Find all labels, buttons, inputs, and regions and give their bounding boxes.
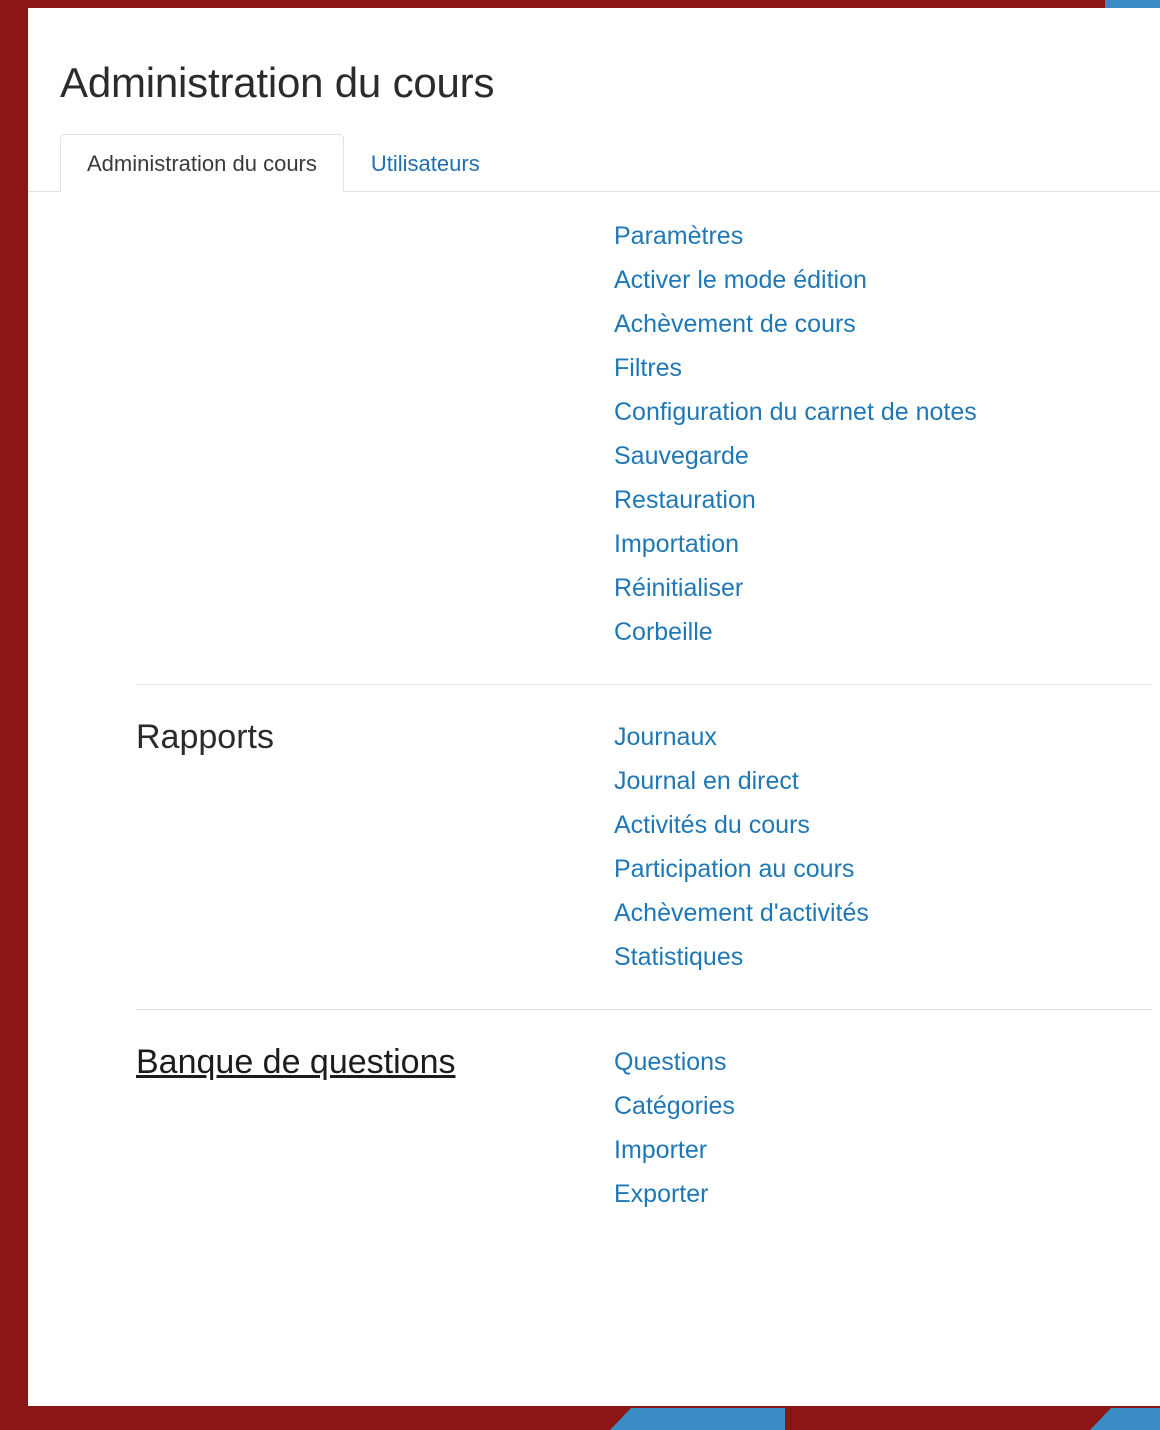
section-heading [136, 214, 614, 216]
tab-users[interactable]: Utilisateurs [370, 151, 480, 177]
admin-link[interactable]: Exporter [614, 1179, 709, 1208]
admin-link[interactable]: Importer [614, 1135, 708, 1164]
administration-sections [28, 192, 1160, 1246]
admin-link[interactable]: Achèvement de cours [614, 309, 856, 338]
admin-link[interactable]: Réinitialiser [614, 573, 744, 602]
decorative-accent-bottom-right [1090, 1408, 1160, 1430]
tab-course-administration[interactable]: Administration du cours [60, 134, 344, 192]
section-link-list [614, 715, 1152, 979]
section-link-list [614, 214, 1152, 654]
decorative-accent-bottom-left [0, 1408, 610, 1430]
admin-link[interactable]: Questions [614, 1047, 727, 1076]
section-heading: Rapports [136, 717, 274, 756]
admin-link[interactable]: Achèvement d'activités [614, 898, 869, 927]
admin-link[interactable]: Journaux [614, 722, 717, 751]
admin-link[interactable]: Importation [614, 529, 740, 558]
page-title: Administration du cours [60, 59, 495, 106]
admin-link[interactable]: Sauvegarde [614, 441, 749, 470]
admin-link[interactable]: Statistiques [614, 942, 744, 971]
section-link-list [614, 1040, 1152, 1216]
admin-link[interactable]: Activer le mode édition [614, 265, 867, 294]
course-administration-panel [28, 8, 1160, 1406]
admin-section [136, 192, 1152, 684]
admin-link[interactable]: Catégories [614, 1091, 735, 1120]
decorative-accent-bottom-middle [610, 1408, 785, 1430]
admin-link[interactable]: Corbeille [614, 617, 713, 646]
admin-link[interactable]: Activités du cours [614, 810, 810, 839]
admin-link[interactable]: Paramètres [614, 221, 744, 250]
admin-section [136, 1009, 1152, 1246]
admin-link[interactable]: Participation au cours [614, 854, 855, 883]
admin-link[interactable]: Restauration [614, 485, 756, 514]
admin-link[interactable]: Journal en direct [614, 766, 799, 795]
admin-section [136, 684, 1152, 1009]
admin-link[interactable]: Configuration du carnet de notes [614, 397, 977, 426]
tab-bar [28, 134, 1160, 192]
admin-link[interactable]: Filtres [614, 353, 683, 382]
section-heading[interactable]: Banque de questions [136, 1042, 456, 1081]
